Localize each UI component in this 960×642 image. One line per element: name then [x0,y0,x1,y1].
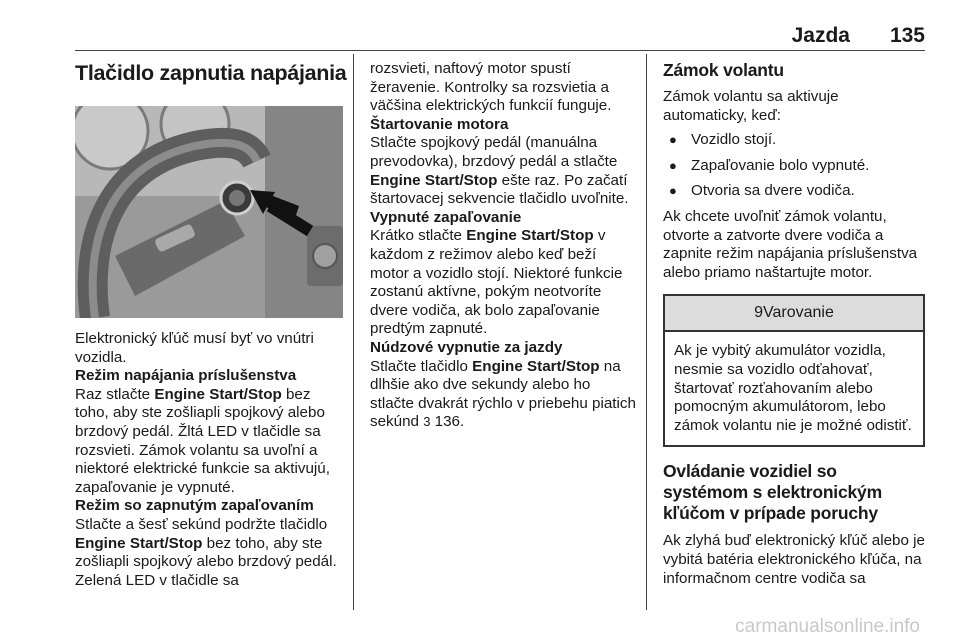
paragraph-ignition-on: Stlačte a šesť sekúnd podržte tlačidlo Engine Start/Stop bez toho, aby ste zošliapli spojkový alebo brzdový pedál. Zelená LED v tlačidle sa [75,515,337,589]
page-number: 135 [889,24,925,47]
column-divider [353,54,354,610]
subheading-engine-start: Štartovanie motora [370,115,509,133]
warning-icon: 9 [754,304,764,322]
bullet-list [663,131,925,201]
page-reference-link[interactable]: 136. [430,413,465,431]
list-item: ● Zapaľovanie bolo vypnuté. [663,157,925,176]
warning-header [665,296,923,332]
paragraph-steering-lock-intro: Zámok volantu sa aktivuje automaticky, keď: [663,88,839,124]
paragraph-steering-lock-release: Ak chcete uvoľniť zámok volantu, otvorte a zatvorte dvere vodiča a zapnite režim napájania príslušenstva alebo priamo naštartujte motor. [663,207,918,281]
list-item: ● Vozidlo stojí. [663,131,925,150]
subheading-ignition-on: Režim so zapnutým zapaľovaním [75,497,314,515]
warning-box [663,294,925,447]
paragraph-electronic-key-failure: Ak zlyhá buď elektronický kľúč alebo je vybitá batéria elektronického kľúča, na informačnom centre vodiča sa [663,532,925,587]
paragraph-ignition-off: Krátko stlačte Engine Start/Stop v každom z režimov alebo keď beží motor a vozidlo stojí. Niektoré funkcie zostanú aktívne, pokým neotvoríte dvere vodiča, ak bolo zapaľovanie predtým zapnuté. [370,227,623,338]
column-2 [370,60,636,432]
warning-text: Ak je vybitý akumulátor vozidla, nesmie sa vozidlo odťahovať, štartovať rozťahovaním alebo pomocným akumulátorom, lebo zámok volantu nie je možné odistiť. [674,342,912,434]
subheading-emergency-shutoff: Núdzové vypnutie za jazdy [370,338,563,356]
section-name: Jazda [791,24,850,47]
paragraph-continuation: rozsvieti, naftový motor spustí žeravenie. Kontrolky sa rozsvietia a väčšina elektrických funkcií funguje. [370,60,612,115]
list-item: ● Otvoria sa dvere vodiča. [663,182,925,201]
paragraph-engine-start: Stlačte spojkový pedál (manuálna prevodovka), brzdový pedál a stlačte Engine Start/Stop ešte raz. Po začatí štartovacej sekvencie tlačidlo uvoľnite. [370,134,629,208]
page-title: Tlačidlo zapnutia napájania [75,61,347,85]
warning-title: Varovanie [763,304,834,322]
subheading-accessory-mode: Režim napájania príslušenstva [75,367,297,385]
watermark: carmanualsonline.info [735,616,920,637]
column-1 [75,60,347,590]
column-3 [663,60,925,588]
caption: Elektronický kľúč musí byť vo vnútri vozidla. [75,330,314,366]
paragraph-emergency-shutoff: Stlačte tlačidlo Engine Start/Stop na dlhšie ako dve sekundy alebo ho stlačte dvakrát rýchlo v priebehu piatich sekúnd 3 136. [370,357,636,431]
subheading-ignition-off: Vypnuté zapaľovanie [370,208,522,226]
page-reference-icon[interactable]: 3 [423,414,431,430]
heading-electronic-key-failure: Ovládanie vozidiel so systémom s elektronickým kľúčom v prípade poruchy [663,461,882,524]
column-divider [646,54,647,610]
steering-wheel-photo [75,106,343,318]
paragraph-accessory-mode: Raz stlačte Engine Start/Stop bez toho, aby ste zošliapli spojkový alebo brzdový pedál. Žltá LED v tlačidle sa rozsvieti. Zámok volantu sa uvoľní a niektoré elektrické funkcie sa aktivujú, zapaľovanie je vypnuté. [75,385,330,496]
header-rule [75,50,925,51]
heading-steering-lock: Zámok volantu [663,60,784,80]
